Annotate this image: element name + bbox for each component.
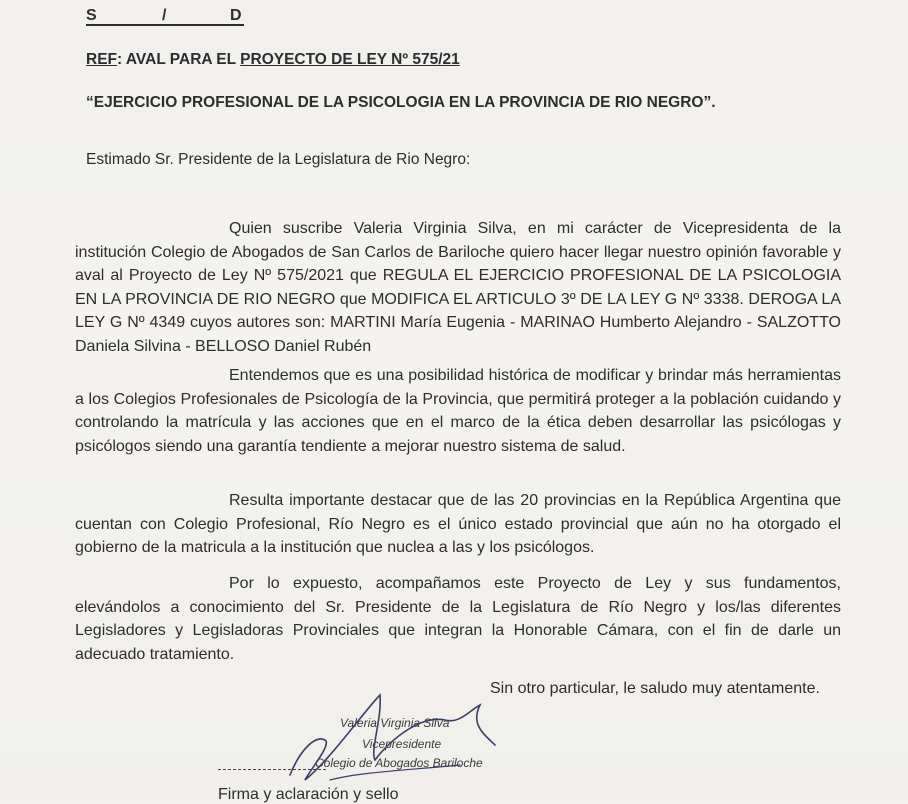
- handwritten-signature: [270, 680, 500, 790]
- ref-project: PROYECTO DE LEY Nº 575/21: [240, 51, 460, 68]
- stamp-name: Valeria Virginia Silva: [340, 716, 450, 730]
- ref-label: REF: [86, 51, 117, 68]
- paragraph-4: Por lo expuesto, acompañamos este Proyecto de Ley y sus fundamentos, elevándolos a conocimiento del Sr. Presidente de la Legislatura de Río Negro y los/las diferentes Legisladores y Legisladoras Provinciales que integran la Honorable Cámara, con el fin de darle un adecuado tratamiento.: [75, 575, 841, 663]
- paragraph-1: Quien suscribe Valeria Virginia Silva, en mi carácter de Vicepresidenta de la institución Colegio de Abogados de San Carlos de Bariloche quiero hacer llegar nuestro opinión favorable y aval al Proyecto de Ley Nº 575/2021 que REGULA EL EJERCICIO PROFESIONAL DE LA PSICOLOGIA EN LA PROVINCIA DE RIO NEGRO que MODIFICA EL ARTICULO 3º DE LA LEY G Nº 3338. DEROGA LA LEY G Nº 4349 cuyos autores son: MARTINI María Eugenia - MARINAO Humberto Alejandro - SALZOTTO Daniela Silvina - BELLOSO Daniel Rubén: [75, 220, 841, 355]
- paragraph-3: Resulta importante destacar que de las 20 provincias en la República Argentina que cuentan con Colegio Profesional, Río Negro es el único estado provincial que aún no ha otorgado el gobierno de la matricula a la institución que nuclea a las y los psicólogos.: [75, 492, 841, 557]
- subject-title: “EJERCICIO PROFESIONAL DE LA PSICOLOGIA EN LA PROVINCIA DE RIO NEGRO”.: [86, 94, 716, 111]
- header-slash: /: [162, 7, 167, 24]
- header-underline: [86, 24, 244, 26]
- reference-line: [86, 50, 460, 70]
- signature-caption-partial: Firma y aclaración y sello: [218, 786, 399, 803]
- greeting: Estimado Sr. Presidente de la Legislatura de Rio Negro:: [86, 151, 471, 168]
- closing-line: Sin otro particular, le saludo muy atentamente.: [490, 680, 820, 697]
- paragraph-2: Entendemos que es una posibilidad histórica de modificar y brindar más herramientas a los Colegios Profesionales de Psicología de la Provincia, que permitirá proteger a la población cuidando y controlando la matrícula y las acciones que en el marco de la ética deben desarrollar las psicólogas y psicólogos siendo una garantía tendiente a mejorar nuestro sistema de salud.: [75, 367, 841, 455]
- header-s: S: [86, 7, 97, 24]
- header-d: D: [230, 7, 242, 24]
- stamp-org: Colegio de Abogados Bariloche: [315, 756, 483, 770]
- ref-text: : AVAL PARA EL: [117, 51, 241, 68]
- stamp-role: Vicepresidente: [362, 737, 442, 751]
- signature-dashed-line: [218, 769, 326, 770]
